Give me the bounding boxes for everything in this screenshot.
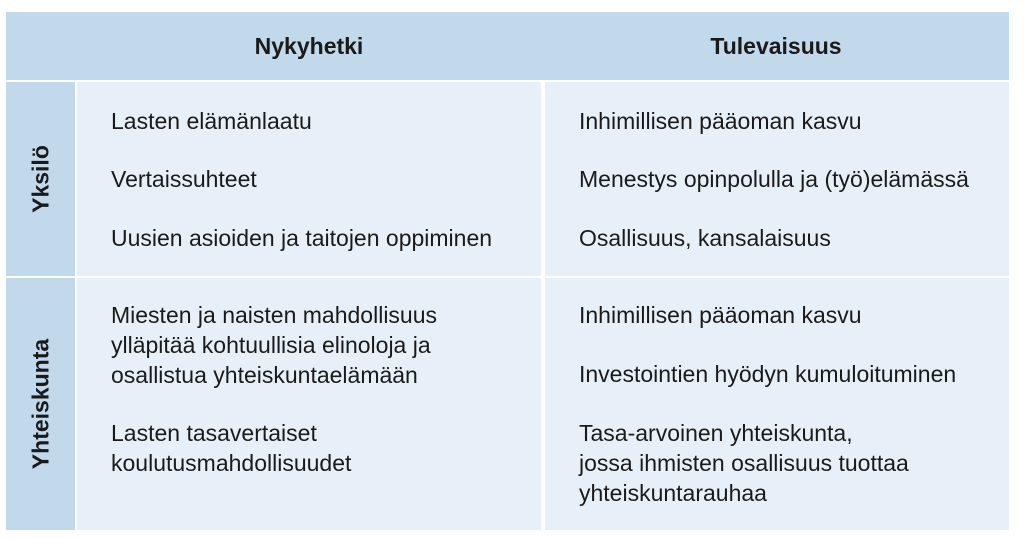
cell-individual-present bbox=[77, 82, 541, 276]
list-item: Lasten tasavertaiset koulutusmahdollisuudet bbox=[111, 420, 352, 476]
list-item: Tasa-arvoinen yhteiskunta, jossa ihmisten osallisuus tuottaa yhteiskuntarauhaa bbox=[579, 420, 909, 506]
row-header-society: Yhteiskunta bbox=[27, 338, 53, 470]
cell-society-present bbox=[77, 278, 541, 530]
list-item: Vertaissuhteet bbox=[111, 166, 257, 192]
cell-society-future bbox=[545, 278, 1009, 530]
list-item: Lasten elämänlaatu bbox=[111, 108, 312, 134]
header-row bbox=[6, 12, 1009, 80]
row-header-individual-cell bbox=[6, 82, 75, 276]
matrix-table bbox=[6, 12, 1009, 530]
list-item: Menestys opinpolulla ja (työ)elämässä bbox=[579, 166, 969, 192]
column-header-present: Nykyhetki bbox=[254, 33, 364, 59]
list-item: Inhimillisen pääoman kasvu bbox=[579, 302, 862, 328]
list-item: Miesten ja naisten mahdollisuus ylläpitää kohtuullisia elinoloja ja osallistua yhteiskuntaelämään bbox=[111, 302, 438, 388]
list-item: Investointien hyödyn kumuloituminen bbox=[579, 361, 957, 387]
cell-individual-future bbox=[545, 82, 1009, 276]
row-header-individual: Yksilö bbox=[27, 145, 53, 213]
list-item: Inhimillisen pääoman kasvu bbox=[579, 108, 862, 134]
list-item: Uusien asioiden ja taitojen oppiminen bbox=[111, 225, 493, 251]
list-item: Osallisuus, kansalaisuus bbox=[579, 225, 831, 251]
column-header-future: Tulevaisuus bbox=[710, 33, 842, 59]
row-header-society-cell bbox=[6, 278, 75, 530]
